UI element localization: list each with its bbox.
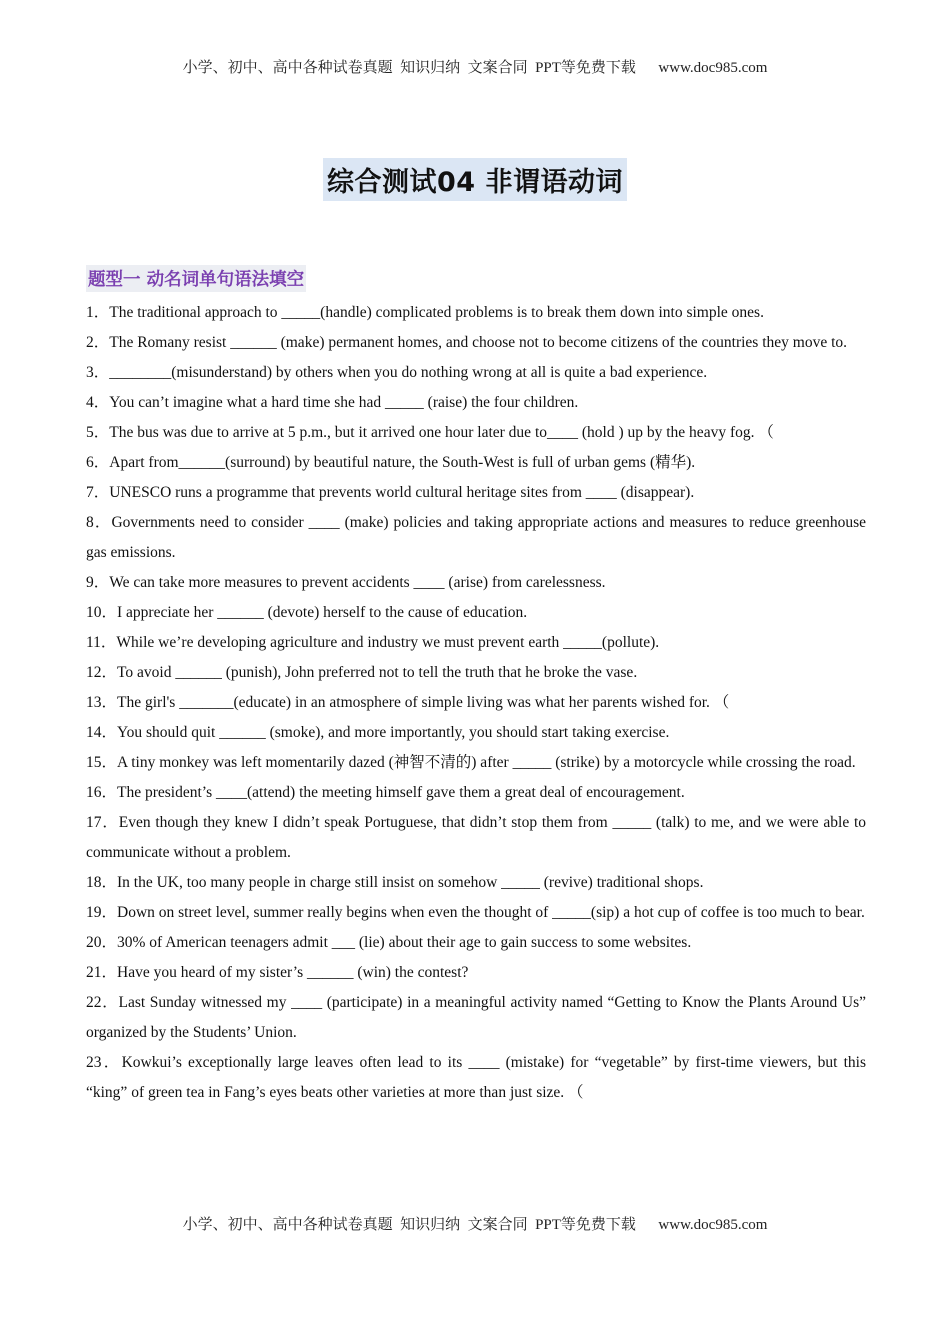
page-title: 综合测试04 非谓语动词 [323,158,627,201]
question-item: 8．Governments need to consider ____ (make) policies and taking appropriate actions and measures to reduce greenhouse gas emissions. [86,514,866,561]
question-item: 2．The Romany resist ______ (make) permanent homes, and choose not to become citizens of the countries they move to. [86,334,848,351]
question-item: 3．________(misunderstand) by others when you do nothing wrong at all is quite a bad experience. [86,364,708,381]
question-item: 19．Down on street level, summer really begins when even the thought of _____(sip) a hot cup of coffee is too much to bear. [86,904,865,921]
question-item: 1．The traditional approach to _____(handle) complicated problems is to break them down into simple ones. [86,304,764,321]
page-footer: 小学、初中、高中各种试卷真题 知识归纳 文案合同 PPT等免费下载 www.doc985.com [182,1217,768,1233]
question-item: 20．30% of American teenagers admit ___ (lie) about their age to gain success to some websites. [86,934,692,951]
question-item: 9．We can take more measures to prevent accidents ____ (arise) from carelessness. [86,574,606,591]
question-item: 12．To avoid ______ (punish), John preferred not to tell the truth that he broke the vase. [86,664,638,681]
question-item: 23．Kowkui’s exceptionally large leaves often lead to its ____ (mistake) for “vegetable” by first-time viewers, but this “king” of green tea in Fang’s eyes beats other varieties at more than just size. （ [86,1054,866,1101]
page-header: 小学、初中、高中各种试卷真题 知识归纳 文案合同 PPT等免费下载 www.doc985.com [182,60,768,76]
question-item: 4．You can’t imagine what a hard time she had _____ (raise) the four children. [86,394,579,411]
question-item: 6．Apart from______(surround) by beautiful nature, the South-West is full of urban gems (精华). [86,454,696,471]
question-item: 21．Have you heard of my sister’s ______ (win) the contest? [86,964,469,981]
question-item: 16．The president’s ____(attend) the meeting himself gave them a great deal of encouragement. [86,784,685,801]
question-item: 15．A tiny monkey was left momentarily dazed (神智不清的) after _____ (strike) by a motorcycle while crossing the road. [86,754,856,771]
question-item: 5．The bus was due to arrive at 5 p.m., but it arrived one hour later due to____ (hold ) up by the heavy fog. （ [86,424,774,441]
question-item: 17．Even though they knew I didn’t speak Portuguese, that didn’t stop them from _____ (talk) to me, and we were able to communicate without a problem. [86,814,866,861]
title-container [0,158,950,201]
question-list [86,298,866,1108]
question-item: 11．While we’re developing agriculture and industry we must prevent earth _____(pollute). [86,634,660,651]
question-item: 18．In the UK, too many people in charge still insist on somehow _____ (revive) traditional shops. [86,874,704,891]
section-heading: 题型一 动名词单句语法填空 [86,265,306,292]
question-item: 22．Last Sunday witnessed my ____ (participate) in a meaningful activity named “Getting to Know the Plants Around Us” organized by the Students’ Union. [86,994,866,1041]
question-item: 10．I appreciate her ______ (devote) herself to the cause of education. [86,604,528,621]
question-item: 14．You should quit ______ (smoke), and more importantly, you should start taking exercise. [86,724,670,741]
question-item: 13．The girl's _______(educate) in an atmosphere of simple living was what her parents wished for. （ [86,694,730,711]
question-item: 7．UNESCO runs a programme that prevents world cultural heritage sites from ____ (disappear). [86,484,695,501]
